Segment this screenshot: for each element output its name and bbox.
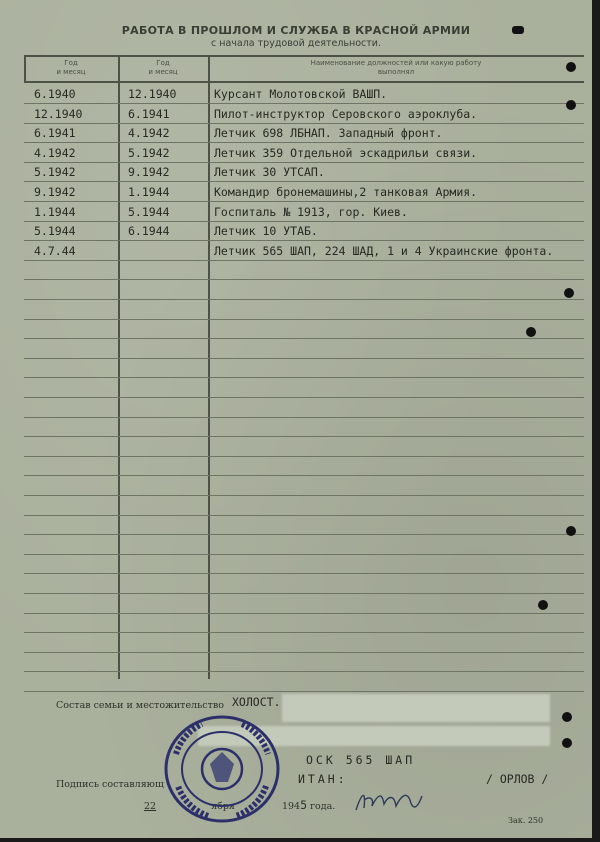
date-from: 1.1944 — [34, 204, 76, 219]
ruled-line — [24, 613, 584, 614]
punch-hole — [566, 100, 576, 110]
date-from: 9.1942 — [34, 185, 76, 199]
ruled-line — [24, 240, 584, 241]
ruled-line — [24, 279, 584, 280]
date-month: ября — [211, 801, 235, 812]
ruled-line — [24, 652, 584, 653]
ruled-line — [24, 358, 584, 359]
date-suffix: года. — [310, 801, 336, 812]
date-from: 5.1942 — [34, 165, 76, 180]
date-to: 1.1944 — [128, 185, 170, 199]
unit-line: ОСК 565 ШАП — [306, 753, 416, 767]
page-subtitle: с начала трудовой деятельности. — [211, 38, 381, 49]
date-from: 6.1941 — [34, 126, 76, 141]
date-from: 5.1944 — [34, 224, 76, 239]
position-text: Командир бронемашины,2 танковая Армия. — [214, 185, 478, 199]
punch-hole — [562, 712, 572, 722]
punch-hole — [562, 738, 572, 748]
column-header-position: Наименование должностей или какую работу выполнял — [310, 59, 482, 76]
ruled-line — [24, 397, 584, 398]
ruled-line — [24, 436, 584, 437]
ruled-line — [24, 260, 584, 261]
position-text: Летчик 10 УТАБ. — [214, 224, 318, 239]
position-text: Летчик 565 ШАП, 224 ШАД, 1 и 4 Украинские фронта. — [214, 243, 554, 258]
ruled-line — [24, 162, 584, 163]
service-table — [24, 55, 584, 679]
ruled-line — [24, 338, 584, 339]
order-number: Зак. 250 — [508, 816, 544, 825]
ruled-line — [24, 632, 584, 633]
date-to: 9.1942 — [128, 165, 170, 180]
page-title: РАБОТА В ПРОШЛОМ И СЛУЖБА В КРАСНОЙ АРМИИ — [121, 24, 471, 37]
punch-hole — [526, 327, 536, 337]
position-text: Курсант Молотовской ВАШП. — [214, 87, 388, 101]
column-header-to: Год и месяц — [148, 59, 178, 76]
family-value: ХОЛОСТ. — [232, 695, 281, 709]
position-text: Летчик 30 УТСАП. — [214, 165, 325, 180]
date-to: 5.1944 — [128, 204, 170, 219]
date-to: 6.1944 — [128, 224, 170, 239]
ruled-line — [24, 534, 584, 535]
stamp-seal — [162, 714, 282, 824]
ruled-line — [24, 181, 584, 182]
handwritten-signature — [352, 786, 430, 818]
ruled-line — [24, 573, 584, 574]
position-text: Пилот-инструктор Серовского аэроклуба. — [214, 106, 478, 121]
punch-hole — [566, 526, 576, 536]
ruled-line — [24, 554, 584, 555]
date-year-prefix: 194 — [281, 801, 301, 812]
ruled-line — [24, 103, 584, 104]
ruled-line — [24, 515, 584, 516]
compiler-name: / ОРЛОВ / — [486, 772, 549, 786]
position-text: Летчик 359 Отдельной эскадрильи связи. — [214, 145, 478, 160]
rank-line: ИТАН: — [298, 772, 348, 786]
ruled-line — [24, 593, 584, 594]
ruled-line — [24, 691, 584, 692]
date-from: 4.1942 — [34, 145, 76, 160]
position-text: Летчик 698 ЛБНАП. Западный фронт. — [214, 126, 443, 141]
date-to: 5.1942 — [128, 145, 170, 160]
punch-hole — [512, 26, 524, 34]
ruled-line — [24, 142, 584, 143]
ruled-line — [24, 456, 584, 457]
position-text: Госпиталь № 1913, гор. Киев. — [214, 204, 408, 219]
ruled-line — [24, 417, 584, 418]
ruled-line — [24, 123, 584, 124]
ruled-line — [24, 299, 584, 300]
date-to: 6.1941 — [128, 106, 170, 121]
date-day: 22 — [144, 801, 157, 812]
family-label: Состав семьи и местожительство — [56, 700, 224, 711]
date-to: 4.1942 — [128, 126, 170, 141]
date-from: 6.1940 — [34, 87, 76, 101]
punch-hole — [538, 600, 548, 610]
date-to: 12.1940 — [128, 87, 177, 101]
ruled-line — [24, 201, 584, 202]
date-from: 12.1940 — [34, 106, 83, 121]
date-from: 4.7.44 — [34, 243, 76, 258]
ruled-line — [24, 319, 584, 320]
ruled-line — [24, 671, 584, 672]
signature-label: Подпись составляющ — [56, 779, 164, 790]
punch-hole — [564, 288, 574, 298]
column-header-from: Год и месяц — [56, 59, 86, 76]
ruled-line — [24, 475, 584, 476]
redacted-field — [282, 694, 550, 722]
ruled-line — [24, 495, 584, 496]
ruled-line — [24, 377, 584, 378]
ruled-line — [24, 221, 584, 222]
punch-hole — [566, 62, 576, 72]
date-year-digit: 5 — [300, 798, 308, 812]
